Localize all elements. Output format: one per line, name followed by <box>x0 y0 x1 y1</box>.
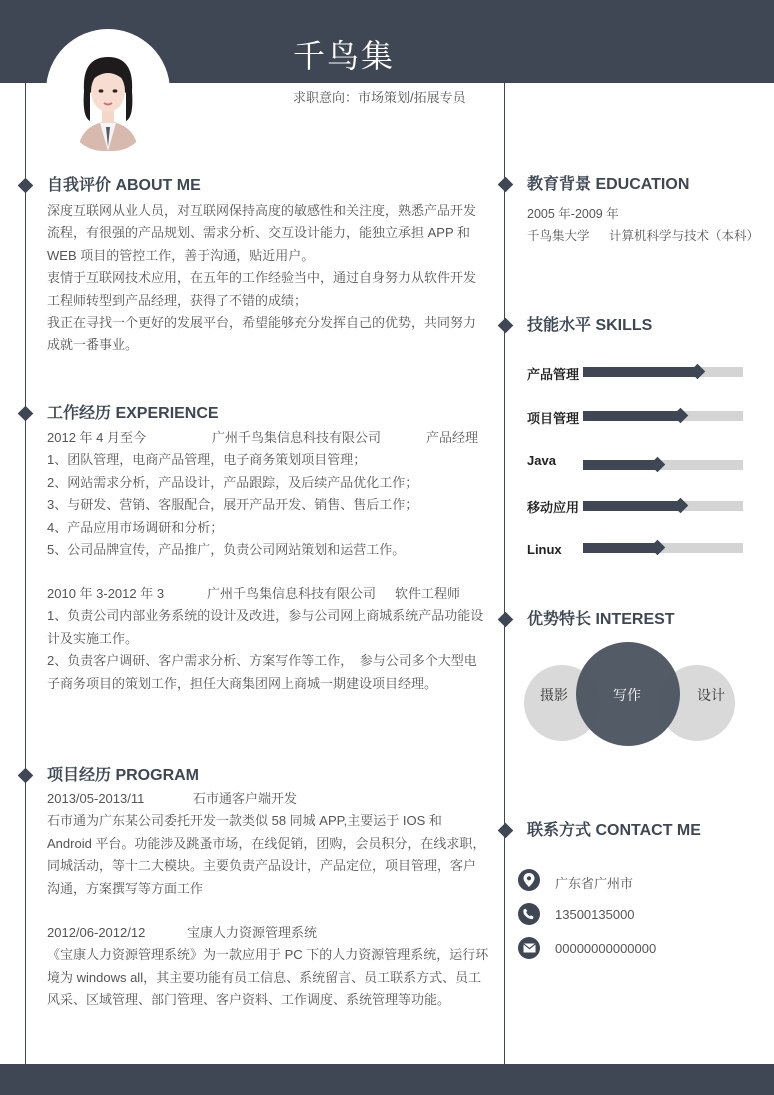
project-2 <box>47 922 487 1012</box>
project-desc: Android 平台。功能涉及跳蚤市场，在线促销，团购，会员积分，在线求职， <box>47 835 486 851</box>
project-desc: 石市通为广东某公司委托开发一款类似 58 同城 APP,主要运于 IOS 和 <box>47 813 442 829</box>
project-desc: 境为 windows all，其主要功能有员工信息、系统留言、员工联系方式、员工 <box>47 969 482 985</box>
contact-title: 联系方式 CONTACT ME <box>527 822 701 839</box>
job-1 <box>47 427 487 561</box>
job-period: 2012 年 4 月至今 <box>47 430 146 445</box>
skill-bar-fill <box>583 367 698 377</box>
avatar <box>64 47 152 151</box>
job-duty: 3、与研发、营销、客服配合，展开产品开发、销售、售后工作； <box>47 497 419 513</box>
project-desc: 《宝康人力资源管理系统》为一款应用于 PC 下的人力资源管理系统，运行环 <box>47 947 489 963</box>
skill-bar-track <box>583 460 743 470</box>
portrait-illustration <box>64 47 152 151</box>
skill-bar-fill <box>583 411 681 421</box>
skill-bar-fill <box>583 460 658 470</box>
job-company: 广州千鸟集信息科技有限公司 <box>207 586 377 601</box>
job-duty: 1、团队管理，电商产品管理，电子商务策划项目管理； <box>47 452 367 468</box>
contact-email: 00000000000000 <box>555 941 657 956</box>
contact-phone: 13500135000 <box>555 907 635 922</box>
section-marker-icon <box>498 177 514 193</box>
education-school: 千鸟集大学 <box>527 229 590 243</box>
section-marker-icon <box>18 178 34 194</box>
skill-label: Linux <box>527 542 562 557</box>
left-timeline <box>25 83 26 1064</box>
education-major: 计算机科学与技术（本科） <box>609 229 760 243</box>
about-line: 成就一番事业。 <box>47 337 139 353</box>
job-role: 产品经理 <box>426 430 479 445</box>
skill-label: 产品管理 <box>527 367 580 382</box>
job-duty: 2、网站需求分析，产品设计，产品跟踪，及后续产品优化工作； <box>47 474 419 490</box>
education-period: 2005 年-2009 年 <box>527 207 619 221</box>
interest-label: 写作 <box>613 687 641 703</box>
section-marker-icon <box>498 823 514 839</box>
location-icon <box>518 869 540 891</box>
skill-label: 项目管理 <box>527 411 580 426</box>
project-period: 2012/06-2012/12 <box>47 925 146 940</box>
skill-label: Java <box>527 453 556 468</box>
project-desc: 同城活动，等十二大模块。主要负责产品设计，产品定位，项目管理，客户 <box>47 858 477 874</box>
project-1 <box>47 788 487 900</box>
location-pin-glyph <box>523 873 535 887</box>
skill-bar-track <box>583 367 743 377</box>
job-role: 软件工程师 <box>395 586 461 601</box>
skill-bar-fill <box>583 543 658 553</box>
phone-glyph <box>523 908 535 920</box>
section-marker-icon <box>498 612 514 628</box>
skill-bar-track <box>583 501 743 511</box>
skill-label: 移动应用 <box>527 500 580 515</box>
skill-bar-track <box>583 543 743 553</box>
interest-label: 设计 <box>697 687 725 703</box>
email-icon <box>518 937 540 959</box>
about-line: 流程，有很强的产品规划、需求分析、交互设计能力，能独立承担 APP 和 <box>47 225 471 241</box>
skill-bar-fill <box>583 501 681 511</box>
envelope-glyph <box>523 943 536 953</box>
about-line: 工程师转型到产品经理，获得了不错的成绩； <box>47 292 308 308</box>
about-line: WEB 项目的管控工作，善于沟通，贴近用户。 <box>47 247 315 263</box>
footer-bar <box>0 1064 774 1095</box>
project-desc: 风采、区域管理、部门管理、客户资料、工作调度、系统管理等功能。 <box>47 992 451 1008</box>
project-period: 2013/05-2013/11 <box>47 791 145 806</box>
section-marker-icon <box>18 406 34 422</box>
section-marker-icon <box>498 318 514 334</box>
skills-title: 技能水平 SKILLS <box>527 317 653 334</box>
section-marker-icon <box>18 768 34 784</box>
interest-title: 优势特长 INTEREST <box>527 611 675 628</box>
job-duty: 4、产品应用市场调研和分析； <box>47 519 224 535</box>
job-period: 2010 年 3-2012 年 3 <box>47 586 165 601</box>
about-text <box>47 200 476 357</box>
about-title: 自我评价 ABOUT ME <box>47 177 201 194</box>
candidate-name: 千鸟集 <box>293 38 396 74</box>
about-line: 深度互联网从业人员，对互联网保持高度的敏感性和关注度，熟悉产品开发 <box>47 203 477 218</box>
project-name: 石市通客户端开发 <box>193 791 298 806</box>
contact-address: 广东省广州市 <box>555 876 634 891</box>
job-duty: 2、负责客户调研、客户需求分析、方案写作等工作， 参与公司多个大型电 <box>47 653 477 669</box>
education-title: 教育背景 EDUCATION <box>527 176 690 193</box>
job-duty: 计及实施工作。 <box>47 630 139 646</box>
middle-divider <box>504 83 505 1064</box>
about-line: 我正在寻找一个更好的发展平台，希望能够充分发挥自己的优势，共同努力 <box>47 315 477 331</box>
skill-bar-track <box>583 411 743 421</box>
job-company: 广州千鸟集信息科技有限公司 <box>212 430 382 445</box>
experience-title: 工作经历 EXPERIENCE <box>47 405 219 422</box>
phone-icon <box>518 903 540 925</box>
about-line: 衷情于互联网技术应用，在五年的工作经验当中，通过自身努力从软件开发 <box>47 270 477 286</box>
project-desc: 沟通，方案撰写等方面工作 <box>47 880 204 896</box>
project-name: 宝康人力资源管理系统 <box>187 925 318 940</box>
interest-label: 摄影 <box>540 687 568 703</box>
job-2 <box>47 583 487 695</box>
job-duty: 5、公司品牌宣传，产品推广，负责公司网站策划和运营工作。 <box>47 542 406 558</box>
projects-title: 项目经历 PROGRAM <box>47 767 200 784</box>
job-intent: 求职意向：市场策划/拓展专员 <box>293 90 466 105</box>
job-duty: 1、负责公司内部业务系统的设计及改进，参与公司网上商城系统产品功能设 <box>47 608 484 624</box>
job-duty: 子商务项目的策划工作，担任大商集团网上商城一期建设项目经理。 <box>47 675 438 691</box>
